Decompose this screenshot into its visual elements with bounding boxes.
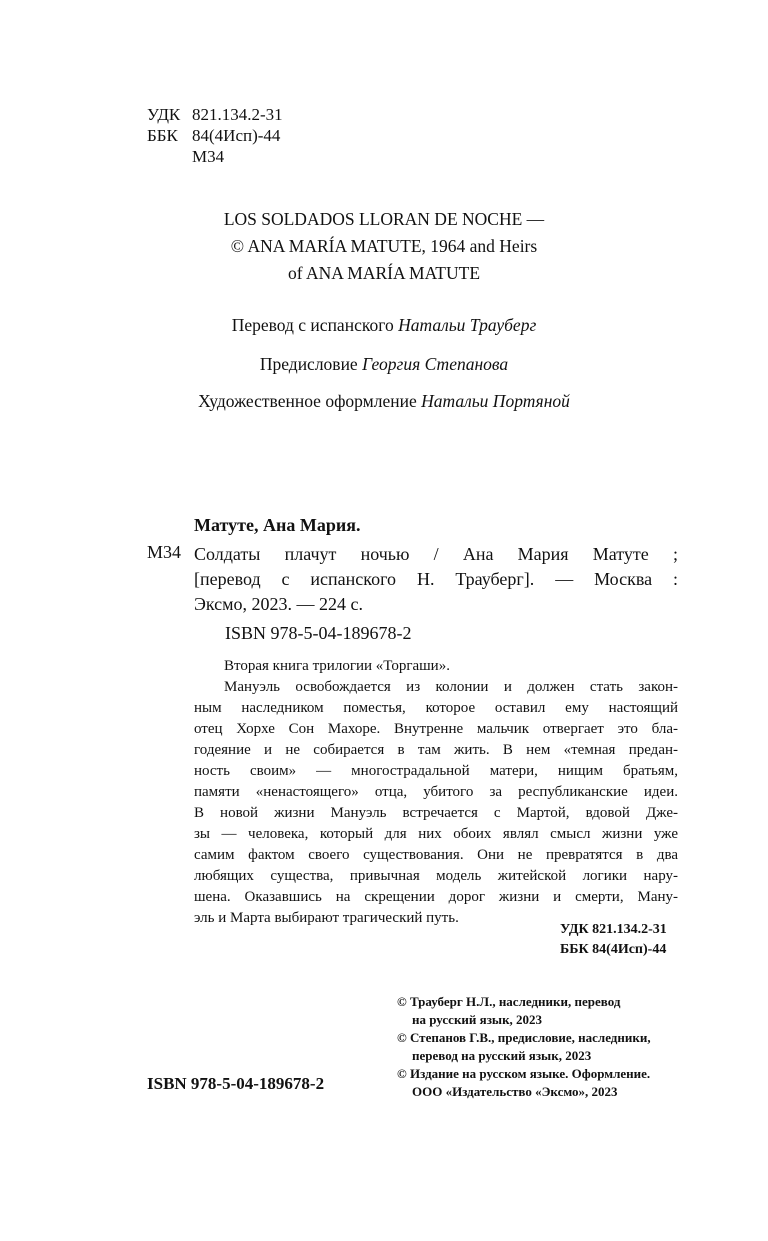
preface-author-name: Георгия Степанова xyxy=(362,354,509,374)
annotation-line: Мануэль освобождается из колонии и должен стать закон- xyxy=(224,679,678,695)
design-label: Художественное оформление xyxy=(198,391,417,411)
bottom-udk: УДК 821.134.2-31 xyxy=(560,922,667,937)
copyright-notices xyxy=(397,993,651,1101)
catalog-description xyxy=(194,542,678,617)
original-line-2: © ANA MARÍA MATUTE, 1964 and Heirs xyxy=(230,236,538,256)
designer-name: Натальи Портяной xyxy=(421,391,570,411)
copyright-line: © Степанов Г.В., предисловие, наследники, xyxy=(397,1030,651,1045)
catalog-line: Солдаты плачут ночью / Ана Мария Матуте ; xyxy=(194,544,678,564)
original-line-3: of ANA MARÍA MATUTE xyxy=(287,263,481,283)
classification-codes xyxy=(147,104,283,167)
annotation-line: шена. Оказавшись на скрещении дорог жизни и смерти, Ману- xyxy=(194,889,678,905)
annotation-line: ным наследником поместья, которое оставил ему настоящий xyxy=(194,700,678,716)
annotation-line: зы — человека, который для них обоих являл смысл жизни уже xyxy=(194,826,678,842)
bottom-classification xyxy=(560,920,667,960)
udk-value: 821.134.2-31 xyxy=(192,105,283,124)
author-mark: М34 xyxy=(192,147,225,166)
author-mark-row xyxy=(147,146,283,167)
annotation-line: годеяние и не собирается в там жить. В нем «темная предан- xyxy=(194,742,678,758)
annotation-line: любящих существа, привычная модель житейской логики нару- xyxy=(194,868,678,884)
translation-credit xyxy=(0,312,768,339)
design-credit xyxy=(0,388,768,415)
copyright-line: на русский язык, 2023 xyxy=(412,1012,543,1027)
original-edition xyxy=(0,206,768,287)
annotation-line: Вторая книга трилогии «Торгаши». xyxy=(224,658,450,674)
bbk-value: 84(4Исп)-44 xyxy=(192,126,281,145)
catalog-author: Матуте, Ана Мария. xyxy=(194,515,361,535)
catalog-line: [перевод с испанского Н. Трауберг]. — Москва : xyxy=(194,569,678,589)
preface-label: Предисловие xyxy=(259,354,358,374)
bottom-bbk: ББК 84(4Исп)-44 xyxy=(560,942,667,957)
udk-label: УДК xyxy=(147,105,181,124)
preface-credit xyxy=(0,351,768,378)
annotation-line: памяти «ненастоящего» отца, убитого за республиканские идеи. xyxy=(194,784,678,800)
copyright-line: ООО «Издательство «Эксмо», 2023 xyxy=(412,1084,618,1099)
annotation-line: эль и Марта выбирают трагический путь. xyxy=(194,910,459,926)
udk-row xyxy=(147,104,283,125)
bottom-isbn: ISBN 978-5-04-189678-2 xyxy=(147,1074,325,1093)
translation-label: Перевод с испанского xyxy=(231,315,394,335)
copyright-line: © Издание на русском языке. Оформление. xyxy=(397,1066,651,1081)
catalog-mark: М34 xyxy=(147,542,182,562)
annotation-line: отец Хорхе Сон Махоре. Внутренне мальчик отвергает это бла- xyxy=(194,721,678,737)
annotation xyxy=(194,656,678,929)
catalog-isbn: ISBN 978-5-04-189678-2 xyxy=(225,623,412,643)
annotation-line: самим фактом своего существования. Они не превратятся в два xyxy=(194,847,678,863)
bbk-row xyxy=(147,125,283,146)
annotation-line: ность своим» — многострадальной матери, нищим братьям, xyxy=(194,763,678,779)
copyright-line: перевод на русский язык, 2023 xyxy=(412,1048,592,1063)
catalog-line: Эксмо, 2023. — 224 с. xyxy=(194,594,364,614)
annotation-line: В новой жизни Мануэль встречается с Мартой, вдовой Дже- xyxy=(194,805,678,821)
original-line-1: LOS SOLDADOS LLORAN DE NOCHE — xyxy=(223,209,545,229)
bbk-label: ББК xyxy=(147,126,178,145)
copyright-line: © Трауберг Н.Л., наследники, перевод xyxy=(397,994,621,1009)
translator-name: Натальи Трауберг xyxy=(398,315,537,335)
